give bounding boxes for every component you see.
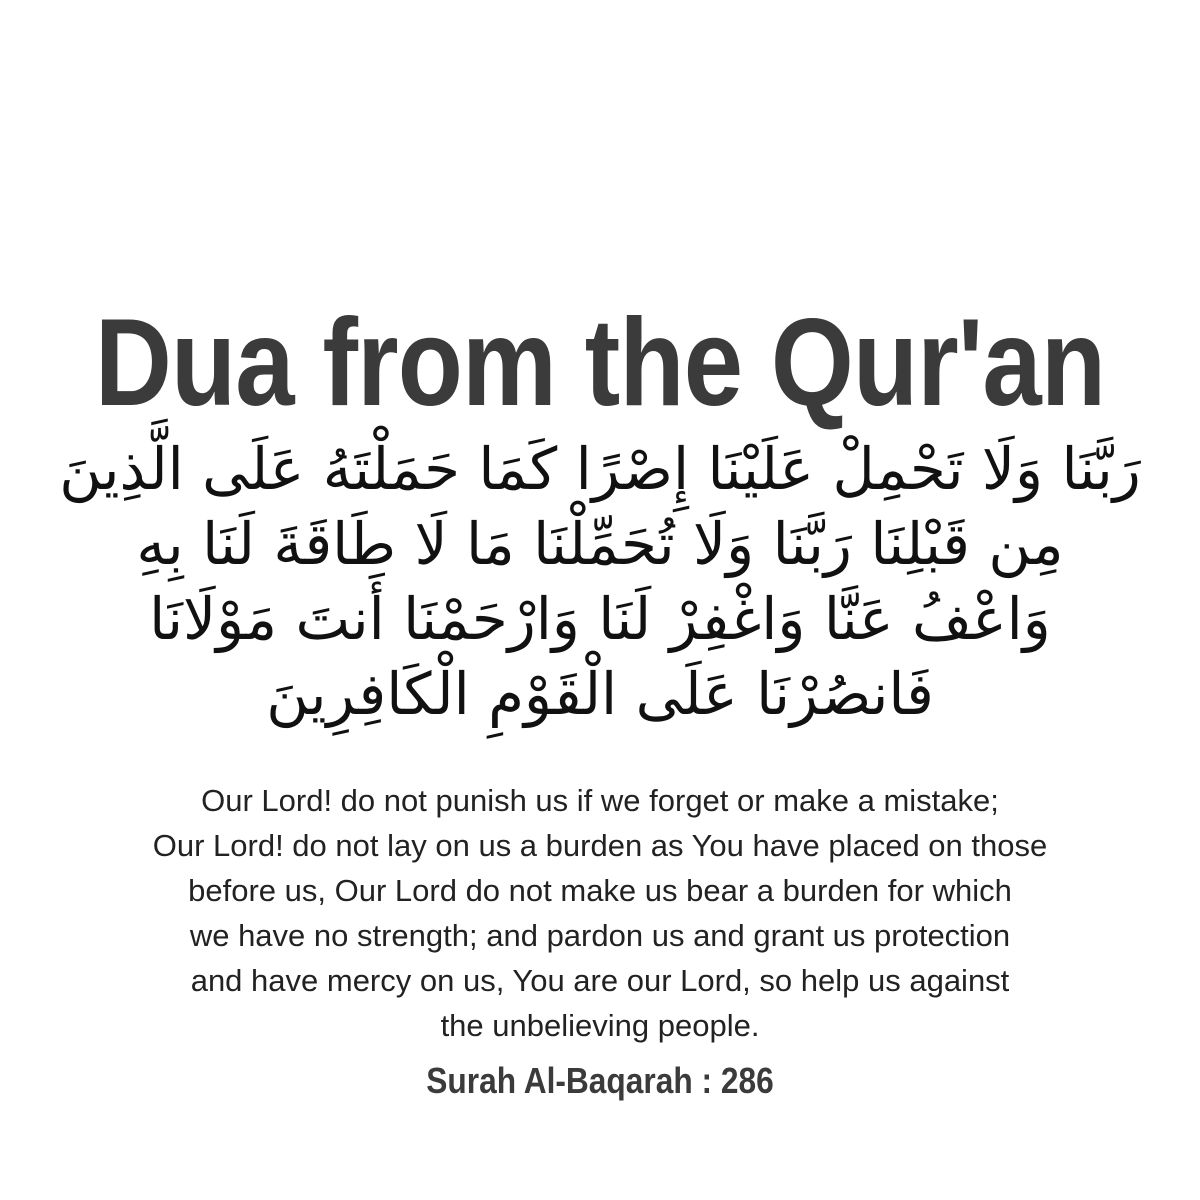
translation-line: before us, Our Lord do not make us bear a burden for which: [188, 873, 1012, 908]
arabic-line: رَبَّنَا وَلَا تَحْمِلْ عَلَيْنَا إِصْرًا كَمَا حَمَلْتَهُ عَلَى الَّذِينَ: [59, 435, 1141, 503]
arabic-line: وَاعْفُ عَنَّا وَاغْفِرْ لَنَا وَارْحَمْنَا أَنتَ مَوْلَانَا: [149, 585, 1051, 653]
translation-line: the unbelieving people.: [440, 1008, 760, 1043]
arabic-verse: [40, 432, 1160, 732]
page-title: Dua from the Qur'an: [94, 294, 1106, 432]
translation-line: we have no strength; and pardon us and grant us protection: [189, 918, 1011, 953]
english-translation: [40, 778, 1160, 1048]
translation-line: Our Lord! do not punish us if we forget or make a mistake;: [201, 783, 999, 818]
translation-line: Our Lord! do not lay on us a burden as You have placed on those: [152, 828, 1048, 863]
surah-reference: Surah Al-Baqarah : 286: [426, 1060, 774, 1101]
arabic-line: فَانصُرْنَا عَلَى الْقَوْمِ الْكَافِرِينَ: [266, 660, 934, 728]
arabic-line: مِن قَبْلِنَا رَبَّنَا وَلَا تُحَمِّلْنَا مَا لَا طَاقَةَ لَنَا بِهِ: [136, 510, 1064, 578]
translation-line: and have mercy on us, You are our Lord, so help us against: [190, 963, 1010, 998]
